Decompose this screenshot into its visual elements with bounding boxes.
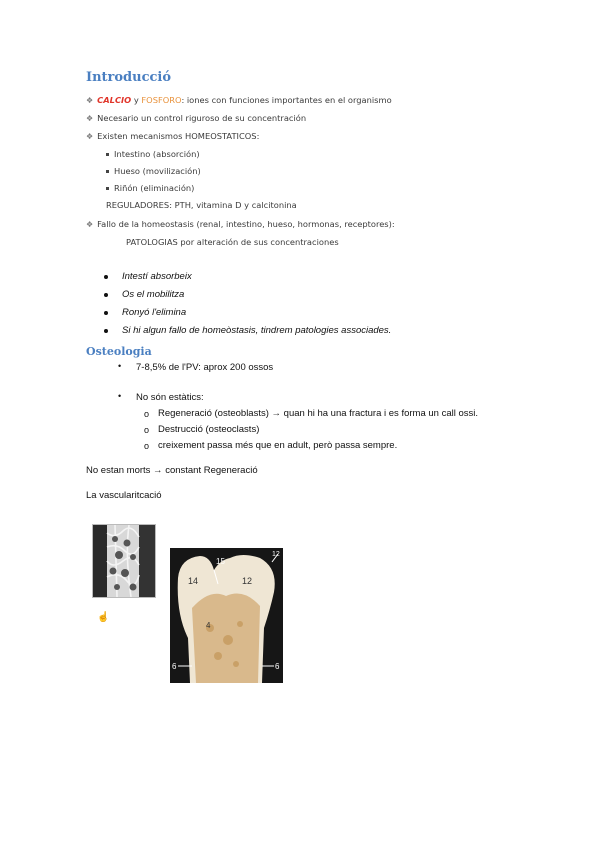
trabecular-bone-micrograph <box>92 524 156 598</box>
list-item: Ronyó l'elimina <box>104 304 391 322</box>
slide-line-fallo: ❖ Fallo de la homeostasis (renal, intestino, hueso, hormonas, receptores): <box>86 219 395 229</box>
slide-sub-intestino: Intestino (absorción) <box>106 149 200 159</box>
slide-patologias: PATOLOGIAS por alteración de sus concentraciones <box>126 237 339 247</box>
slide-line-mecanismos: ❖ Existen mecanismos HOMEOSTATICOS: <box>86 131 260 141</box>
hand-cursor-icon: ☝ <box>97 612 110 623</box>
femur-head-section-image <box>170 548 283 683</box>
section-heading-introduccio: Introducció <box>86 70 172 85</box>
figure-label: 6 <box>275 662 280 671</box>
square-bullet-icon <box>106 187 109 190</box>
figure-label: 4 <box>206 621 211 630</box>
slide-line-calcio: ❖ CALCIO y FOSFORO: iones con funciones importantes en el organismo <box>86 95 392 105</box>
circle-bullet-icon: o <box>144 409 150 419</box>
diamond-bullet-icon: ❖ <box>86 132 94 141</box>
figure-label: 15 <box>216 557 225 566</box>
bullet-icon: • <box>118 391 122 401</box>
list-item: Intestí absorbeix <box>104 268 391 286</box>
diamond-bullet-icon: ❖ <box>86 220 94 229</box>
osteologia-sub-1: Regeneració (osteoblasts) → quan hi ha una fractura i es forma un call ossi. <box>158 408 478 419</box>
osteologia-sub-3: creixement passa més que en adult, però passa sempre. <box>158 440 398 451</box>
osteologia-item-2: No són estàtics: <box>136 392 204 403</box>
bullet-icon: • <box>118 361 122 371</box>
circle-bullet-icon: o <box>144 441 150 451</box>
osteologia-item-1: 7-8,5% de l'PV: aprox 200 ossos <box>136 362 274 373</box>
circle-bullet-icon: o <box>144 425 150 435</box>
slide-sub-rinon: Riñón (eliminación) <box>106 183 194 193</box>
bullet-list-summary <box>104 268 391 340</box>
paragraph-no-estan-morts: No estan morts → constant Regeneració <box>86 465 258 476</box>
list-item: Os el mobilitza <box>104 286 391 304</box>
figure-label: 6 <box>172 662 177 671</box>
osteologia-sub-2: Destrucció (osteoclasts) <box>158 424 260 435</box>
square-bullet-icon <box>106 170 109 173</box>
slide-reguladores: REGULADORES: PTH, vitamina D y calcitonina <box>106 200 297 210</box>
figure-label: 14 <box>188 576 199 586</box>
square-bullet-icon <box>106 153 109 156</box>
embedded-slide-image <box>86 93 406 253</box>
figure-label: 12 <box>272 551 280 558</box>
paragraph-vascularitzacio: La vascularitcació <box>86 490 162 501</box>
diamond-bullet-icon: ❖ <box>86 114 94 123</box>
slide-line-control: ❖ Necesario un control riguroso de su concentración <box>86 113 307 123</box>
diamond-bullet-icon: ❖ <box>86 96 94 105</box>
list-item: Si hi algun fallo de homeòstasis, tindrem patologies associades. <box>104 322 391 340</box>
section-heading-osteologia: Osteologia <box>86 345 152 358</box>
trabecular-bone-drawing <box>93 525 155 597</box>
figure-label: 12 <box>242 576 253 586</box>
slide-sub-hueso: Hueso (movilización) <box>106 166 201 176</box>
femur-section-drawing <box>170 548 283 683</box>
